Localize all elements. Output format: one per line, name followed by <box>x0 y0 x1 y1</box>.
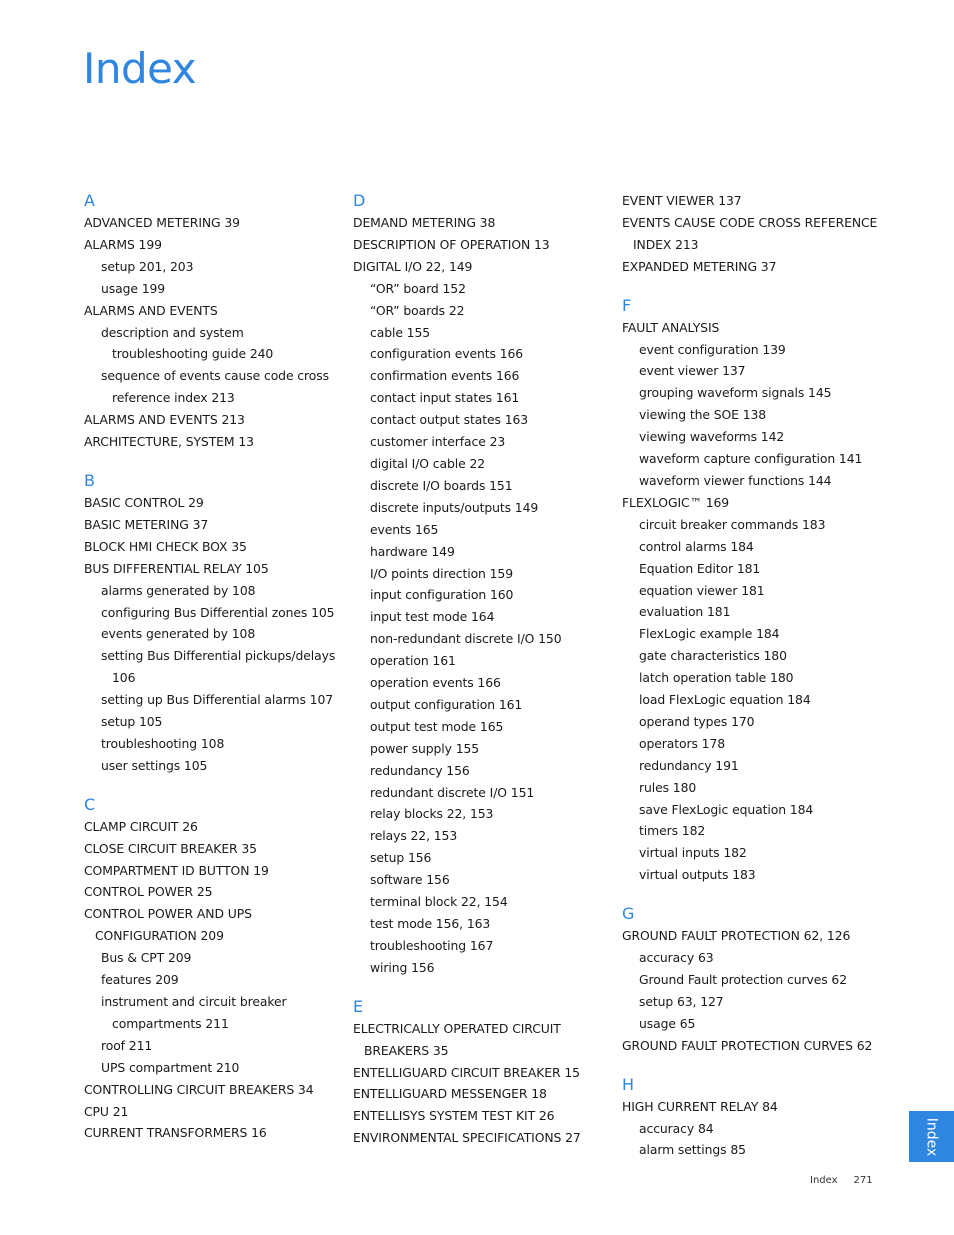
index-subentry: setup 156 <box>370 850 432 866</box>
page-title: Index <box>83 44 197 93</box>
index-subentry: user settings 105 <box>101 757 208 773</box>
index-subentry: operation 161 <box>370 653 456 669</box>
index-entry: ENVIRONMENTAL SPECIFICATIONS 27 <box>353 1130 581 1146</box>
index-entry: EXPANDED METERING 37 <box>622 258 777 274</box>
index-entry: EVENTS CAUSE CODE CROSS REFERENCE <box>622 214 878 230</box>
footer-section: Index <box>810 1175 838 1186</box>
index-subentry: save FlexLogic equation 184 <box>639 801 814 817</box>
index-subentry: wiring 156 <box>370 959 435 975</box>
index-subentry: timers 182 <box>639 823 706 839</box>
index-subentry: events 165 <box>370 521 439 537</box>
index-subentry: viewing waveforms 142 <box>639 429 785 445</box>
index-column-1 <box>84 190 346 1144</box>
index-entry: CURRENT TRANSFORMERS 16 <box>84 1125 267 1141</box>
index-column-2 <box>353 190 615 1149</box>
index-subentry: power supply 155 <box>370 740 480 756</box>
index-entry: BASIC METERING 37 <box>84 516 209 532</box>
index-subentry: 106 <box>112 670 136 686</box>
index-subentry: circuit breaker commands 183 <box>639 516 826 532</box>
index-subentry: terminal block 22, 154 <box>370 894 508 910</box>
index-entry: ENTELLISYS SYSTEM TEST KIT 26 <box>353 1108 555 1124</box>
index-subentry: operators 178 <box>639 735 726 751</box>
index-subentry: control alarms 184 <box>639 538 754 554</box>
index-subentry: FlexLogic example 184 <box>639 626 780 642</box>
index-subentry: non-redundant discrete I/O 150 <box>370 631 562 647</box>
index-subentry: load FlexLogic equation 184 <box>639 692 811 708</box>
index-subentry: input configuration 160 <box>370 587 514 603</box>
index-entry: ENTELLIGUARD CIRCUIT BREAKER 15 <box>353 1064 580 1080</box>
index-subentry: description and system <box>101 324 244 340</box>
index-subentry: evaluation 181 <box>639 604 731 620</box>
index-subentry: Bus & CPT 209 <box>101 950 192 966</box>
index-subentry: operation events 166 <box>370 675 501 691</box>
index-subentry: setup 201, 203 <box>101 258 194 274</box>
index-subentry: virtual outputs 183 <box>639 867 756 883</box>
index-subentry: latch operation table 180 <box>639 670 794 686</box>
index-entry: BASIC CONTROL 29 <box>84 494 204 510</box>
index-subentry: I/O points direction 159 <box>370 565 514 581</box>
index-letter-heading: H <box>622 1074 635 1094</box>
index-subentry: configuring Bus Differential zones 105 <box>101 604 335 620</box>
index-entry: FAULT ANALYSIS <box>622 319 720 335</box>
index-subentry: waveform capture configuration 141 <box>639 451 863 467</box>
index-subentry: input test mode 164 <box>370 609 495 625</box>
index-entry: COMPARTMENT ID BUTTON 19 <box>84 862 269 878</box>
index-entry: ALARMS AND EVENTS <box>84 302 218 318</box>
index-entry: ARCHITECTURE, SYSTEM 13 <box>84 434 254 450</box>
index-subentry: configuration events 166 <box>370 346 524 362</box>
index-subentry: setting Bus Differential pickups/delays <box>101 648 336 664</box>
index-subentry: cable 155 <box>370 324 431 340</box>
index-subentry: “OR” board 152 <box>370 280 466 296</box>
index-subentry: compartments 211 <box>112 1015 229 1031</box>
index-subentry: rules 180 <box>639 779 697 795</box>
index-subentry: discrete I/O boards 151 <box>370 477 513 493</box>
index-subentry: operand types 170 <box>639 713 755 729</box>
index-entry: DIGITAL I/O 22, 149 <box>353 258 473 274</box>
index-entry: CONTROL POWER 25 <box>84 884 213 900</box>
index-entry: DESCRIPTION OF OPERATION 13 <box>353 236 550 252</box>
section-tab[interactable] <box>909 1111 954 1162</box>
index-entry: ELECTRICALLY OPERATED CIRCUIT <box>353 1020 561 1036</box>
index-subentry: confirmation events 166 <box>370 368 520 384</box>
section-gap <box>622 1057 884 1074</box>
index-subentry: contact output states 163 <box>370 412 529 428</box>
index-subentry: troubleshooting 167 <box>370 937 494 953</box>
index-subentry: relay blocks 22, 153 <box>370 806 494 822</box>
index-entry: ADVANCED METERING 39 <box>84 215 240 230</box>
index-subentry: contact input states 161 <box>370 390 520 406</box>
index-entry: CONFIGURATION 209 <box>95 928 224 944</box>
index-letter-heading: A <box>84 191 95 210</box>
index-entry: HIGH CURRENT RELAY 84 <box>622 1098 778 1114</box>
index-subentry: output configuration 161 <box>370 696 523 712</box>
index-entry: DEMAND METERING 38 <box>353 215 496 230</box>
index-subentry: troubleshooting 108 <box>101 735 225 751</box>
section-gap <box>622 278 884 295</box>
index-subentry: test mode 156, 163 <box>370 916 491 931</box>
index-subentry: instrument and circuit breaker <box>101 994 287 1009</box>
index-subentry: gate characteristics 180 <box>639 648 787 664</box>
index-letter-heading: B <box>84 470 95 490</box>
index-subentry: waveform viewer functions 144 <box>639 472 832 488</box>
index-entry: INDEX 213 <box>633 236 699 252</box>
section-gap <box>622 886 884 903</box>
index-subentry: usage 65 <box>639 1015 696 1031</box>
index-subentry: “OR” boards 22 <box>370 302 465 318</box>
index-entry: GROUND FAULT PROTECTION CURVES 62 <box>622 1037 873 1053</box>
index-subentry: usage 199 <box>101 280 166 296</box>
index-subentry: software 156 <box>370 872 450 888</box>
index-entry: ENTELLIGUARD MESSENGER 18 <box>353 1086 547 1102</box>
index-entry: CLOSE CIRCUIT BREAKER 35 <box>84 840 257 856</box>
index-subentry: redundancy 191 <box>639 757 739 773</box>
index-subentry: equation viewer 181 <box>639 582 765 598</box>
index-subentry: reference index 213 <box>112 390 235 406</box>
index-subentry: viewing the SOE 138 <box>639 407 767 423</box>
index-subentry: setup 63, 127 <box>639 993 724 1009</box>
page-footer <box>810 1175 873 1186</box>
index-subentry: virtual inputs 182 <box>639 845 747 861</box>
section-gap <box>84 453 346 470</box>
index-subentry: setting up Bus Differential alarms 107 <box>101 692 334 708</box>
index-subentry: redundancy 156 <box>370 762 470 778</box>
index-entry: BLOCK HMI CHECK BOX 35 <box>84 538 247 554</box>
index-subentry: Equation Editor 181 <box>639 560 761 576</box>
index-letter-heading: E <box>353 996 364 1016</box>
index-subentry: setup 105 <box>101 714 163 730</box>
index-subentry: customer interface 23 <box>370 434 506 450</box>
index-entry: EVENT VIEWER 137 <box>622 193 742 208</box>
index-subentry: troubleshooting guide 240 <box>112 346 274 362</box>
index-subentry: alarms generated by 108 <box>101 582 256 598</box>
index-subentry: discrete inputs/outputs 149 <box>370 499 539 515</box>
index-subentry: Ground Fault protection curves 62 <box>639 972 847 987</box>
index-subentry: digital I/O cable 22 <box>370 455 486 471</box>
index-subentry: output test mode 165 <box>370 718 504 734</box>
index-letter-heading: G <box>622 904 635 924</box>
index-subentry: accuracy 84 <box>639 1120 714 1136</box>
index-subentry: features 209 <box>101 972 179 988</box>
index-letter-heading: F <box>622 295 632 315</box>
index-entry: CONTROLLING CIRCUIT BREAKERS 34 <box>84 1081 314 1097</box>
index-subentry: grouping waveform signals 145 <box>639 385 832 401</box>
index-subentry: relays 22, 153 <box>370 828 458 844</box>
index-subentry: events generated by 108 <box>101 626 256 642</box>
index-subentry: accuracy 63 <box>639 950 714 966</box>
index-subentry: hardware 149 <box>370 543 455 559</box>
index-letter-heading: C <box>84 794 96 814</box>
section-tab-label: Index <box>923 1117 940 1156</box>
index-entry: FLEXLOGIC™ 169 <box>622 494 730 510</box>
index-subentry: roof 211 <box>101 1037 153 1053</box>
index-entry: ALARMS 199 <box>84 236 162 252</box>
index-subentry: redundant discrete I/O 151 <box>370 784 535 800</box>
index-entry: CPU 21 <box>84 1103 129 1119</box>
section-gap <box>84 777 346 794</box>
page-number: 271 <box>853 1175 873 1186</box>
index-entry: BUS DIFFERENTIAL RELAY 105 <box>84 560 269 576</box>
index-entry: BREAKERS 35 <box>364 1042 449 1058</box>
index-column-3 <box>622 190 884 1161</box>
index-letter-heading: D <box>353 191 366 210</box>
index-subentry: event configuration 139 <box>639 341 786 357</box>
index-entry: CLAMP CIRCUIT 26 <box>84 818 198 834</box>
index-subentry: alarm settings 85 <box>639 1142 746 1158</box>
index-entry: ALARMS AND EVENTS 213 <box>84 412 245 428</box>
index-entry: GROUND FAULT PROTECTION 62, 126 <box>622 928 851 944</box>
index-entry: CONTROL POWER AND UPS <box>84 906 252 922</box>
section-gap <box>353 979 615 996</box>
index-subentry: event viewer 137 <box>639 363 746 379</box>
index-subentry: UPS compartment 210 <box>101 1059 240 1075</box>
index-subentry: sequence of events cause code cross <box>101 368 329 384</box>
